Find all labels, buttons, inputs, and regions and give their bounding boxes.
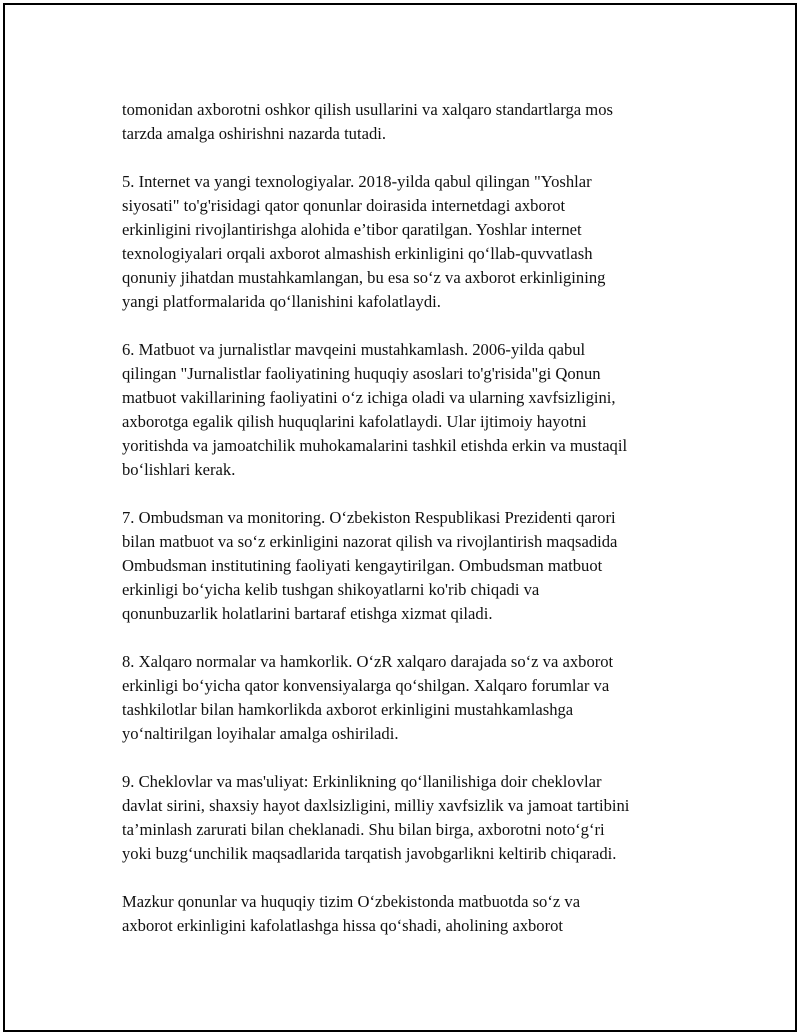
text-line: qonuniy jihatdan mustahkamlangan, bu esa so‘z va axborot erkinligining	[122, 268, 606, 287]
text-line: yoritishda va jamoatchilik muhokamalarini tashkil etishda erkin va mustaqil	[122, 436, 628, 455]
text-line: 5. Internet va yangi texnologiyalar. 2018-yilda qabul qilingan "Yoshlar	[122, 172, 592, 191]
text-line: axborot erkinligini kafolatlashga hissa qo‘shadi, aholining axborot	[122, 916, 564, 935]
text-line: 8. Xalqaro normalar va hamkorlik. O‘zR xalqaro darajada so‘z va axborot	[122, 652, 614, 671]
text-line: erkinligi bo‘yicha qator konvensiyalarga qo‘shilgan. Xalqaro forumlar va	[122, 676, 610, 695]
text-line: texnologiyalari orqali axborot almashish erkinligini qo‘llab-quvvatlash	[122, 244, 593, 263]
paragraph-section-9	[122, 770, 712, 866]
page-content	[122, 98, 712, 938]
text-line: matbuot vakillarining faoliyatini o‘z ichiga oladi va ularning xavfsizligini,	[122, 388, 616, 407]
text-line: axborotga egalik qilish huquqlarini kafolatlaydi. Ular ijtimoiy hayotni	[122, 412, 587, 431]
text-line: erkinligi bo‘yicha kelib tushgan shikoyatlarni ko'rib chiqadi va	[122, 580, 540, 599]
paragraph-section-5	[122, 170, 712, 314]
text-line: siyosati" to'g'risidagi qator qonunlar doirasida internetdagi axborot	[122, 196, 566, 215]
text-line: yoki buzg‘unchilik maqsadlarida tarqatish javobgarlikni keltirib chiqaradi.	[122, 844, 617, 863]
text-line: tarzda amalga oshirishni nazarda tutadi.	[122, 124, 387, 143]
paragraph-section-8	[122, 650, 712, 746]
text-line: qilingan "Jurnalistlar faoliyatining huquqiy asoslari to'g'risida"gi Qonun	[122, 364, 601, 383]
text-line: tomonidan axborotni oshkor qilish usullarini va xalqaro standartlarga mos	[122, 100, 613, 119]
text-line: Ombudsman institutining faoliyati kengaytirilgan. Ombudsman matbuot	[122, 556, 603, 575]
text-line: tashkilotlar bilan hamkorlikda axborot erkinligini mustahkamlashga	[122, 700, 574, 719]
text-line: 7. Ombudsman va monitoring. O‘zbekiston Respublikasi Prezidenti qarori	[122, 508, 616, 527]
text-line: erkinligini rivojlantirishga alohida e’tibor qaratilgan. Yoshlar internet	[122, 220, 582, 239]
text-line: davlat sirini, shaxsiy hayot daxlsizligini, milliy xavfsizlik va jamoat tartibini	[122, 796, 630, 815]
text-line: bo‘lishlari kerak.	[122, 460, 236, 479]
text-line: yangi platformalarida qo‘llanishini kafolatlaydi.	[122, 292, 441, 311]
paragraph-section-7	[122, 506, 712, 626]
text-line: 6. Matbuot va jurnalistlar mavqeini mustahkamlash. 2006-yilda qabul	[122, 340, 586, 359]
text-line: yo‘naltirilgan loyihalar amalga oshiriladi.	[122, 724, 399, 743]
paragraph-conclusion	[122, 890, 712, 938]
text-line: bilan matbuot va so‘z erkinligini nazorat qilish va rivojlantirish maqsadida	[122, 532, 618, 551]
page-frame	[3, 3, 797, 1032]
text-line: 9. Cheklovlar va mas'uliyat: Erkinlikning qo‘llanilishiga doir cheklovlar	[122, 772, 602, 791]
paragraph-intro-continuation	[122, 98, 712, 146]
text-line: Mazkur qonunlar va huquqiy tizim O‘zbekistonda matbuotda so‘z va	[122, 892, 581, 911]
paragraph-section-6	[122, 338, 712, 482]
text-line: ta’minlash zarurati bilan cheklanadi. Shu bilan birga, axborotni noto‘g‘ri	[122, 820, 605, 839]
text-line: qonunbuzarlik holatlarini bartaraf etishga xizmat qiladi.	[122, 604, 493, 623]
